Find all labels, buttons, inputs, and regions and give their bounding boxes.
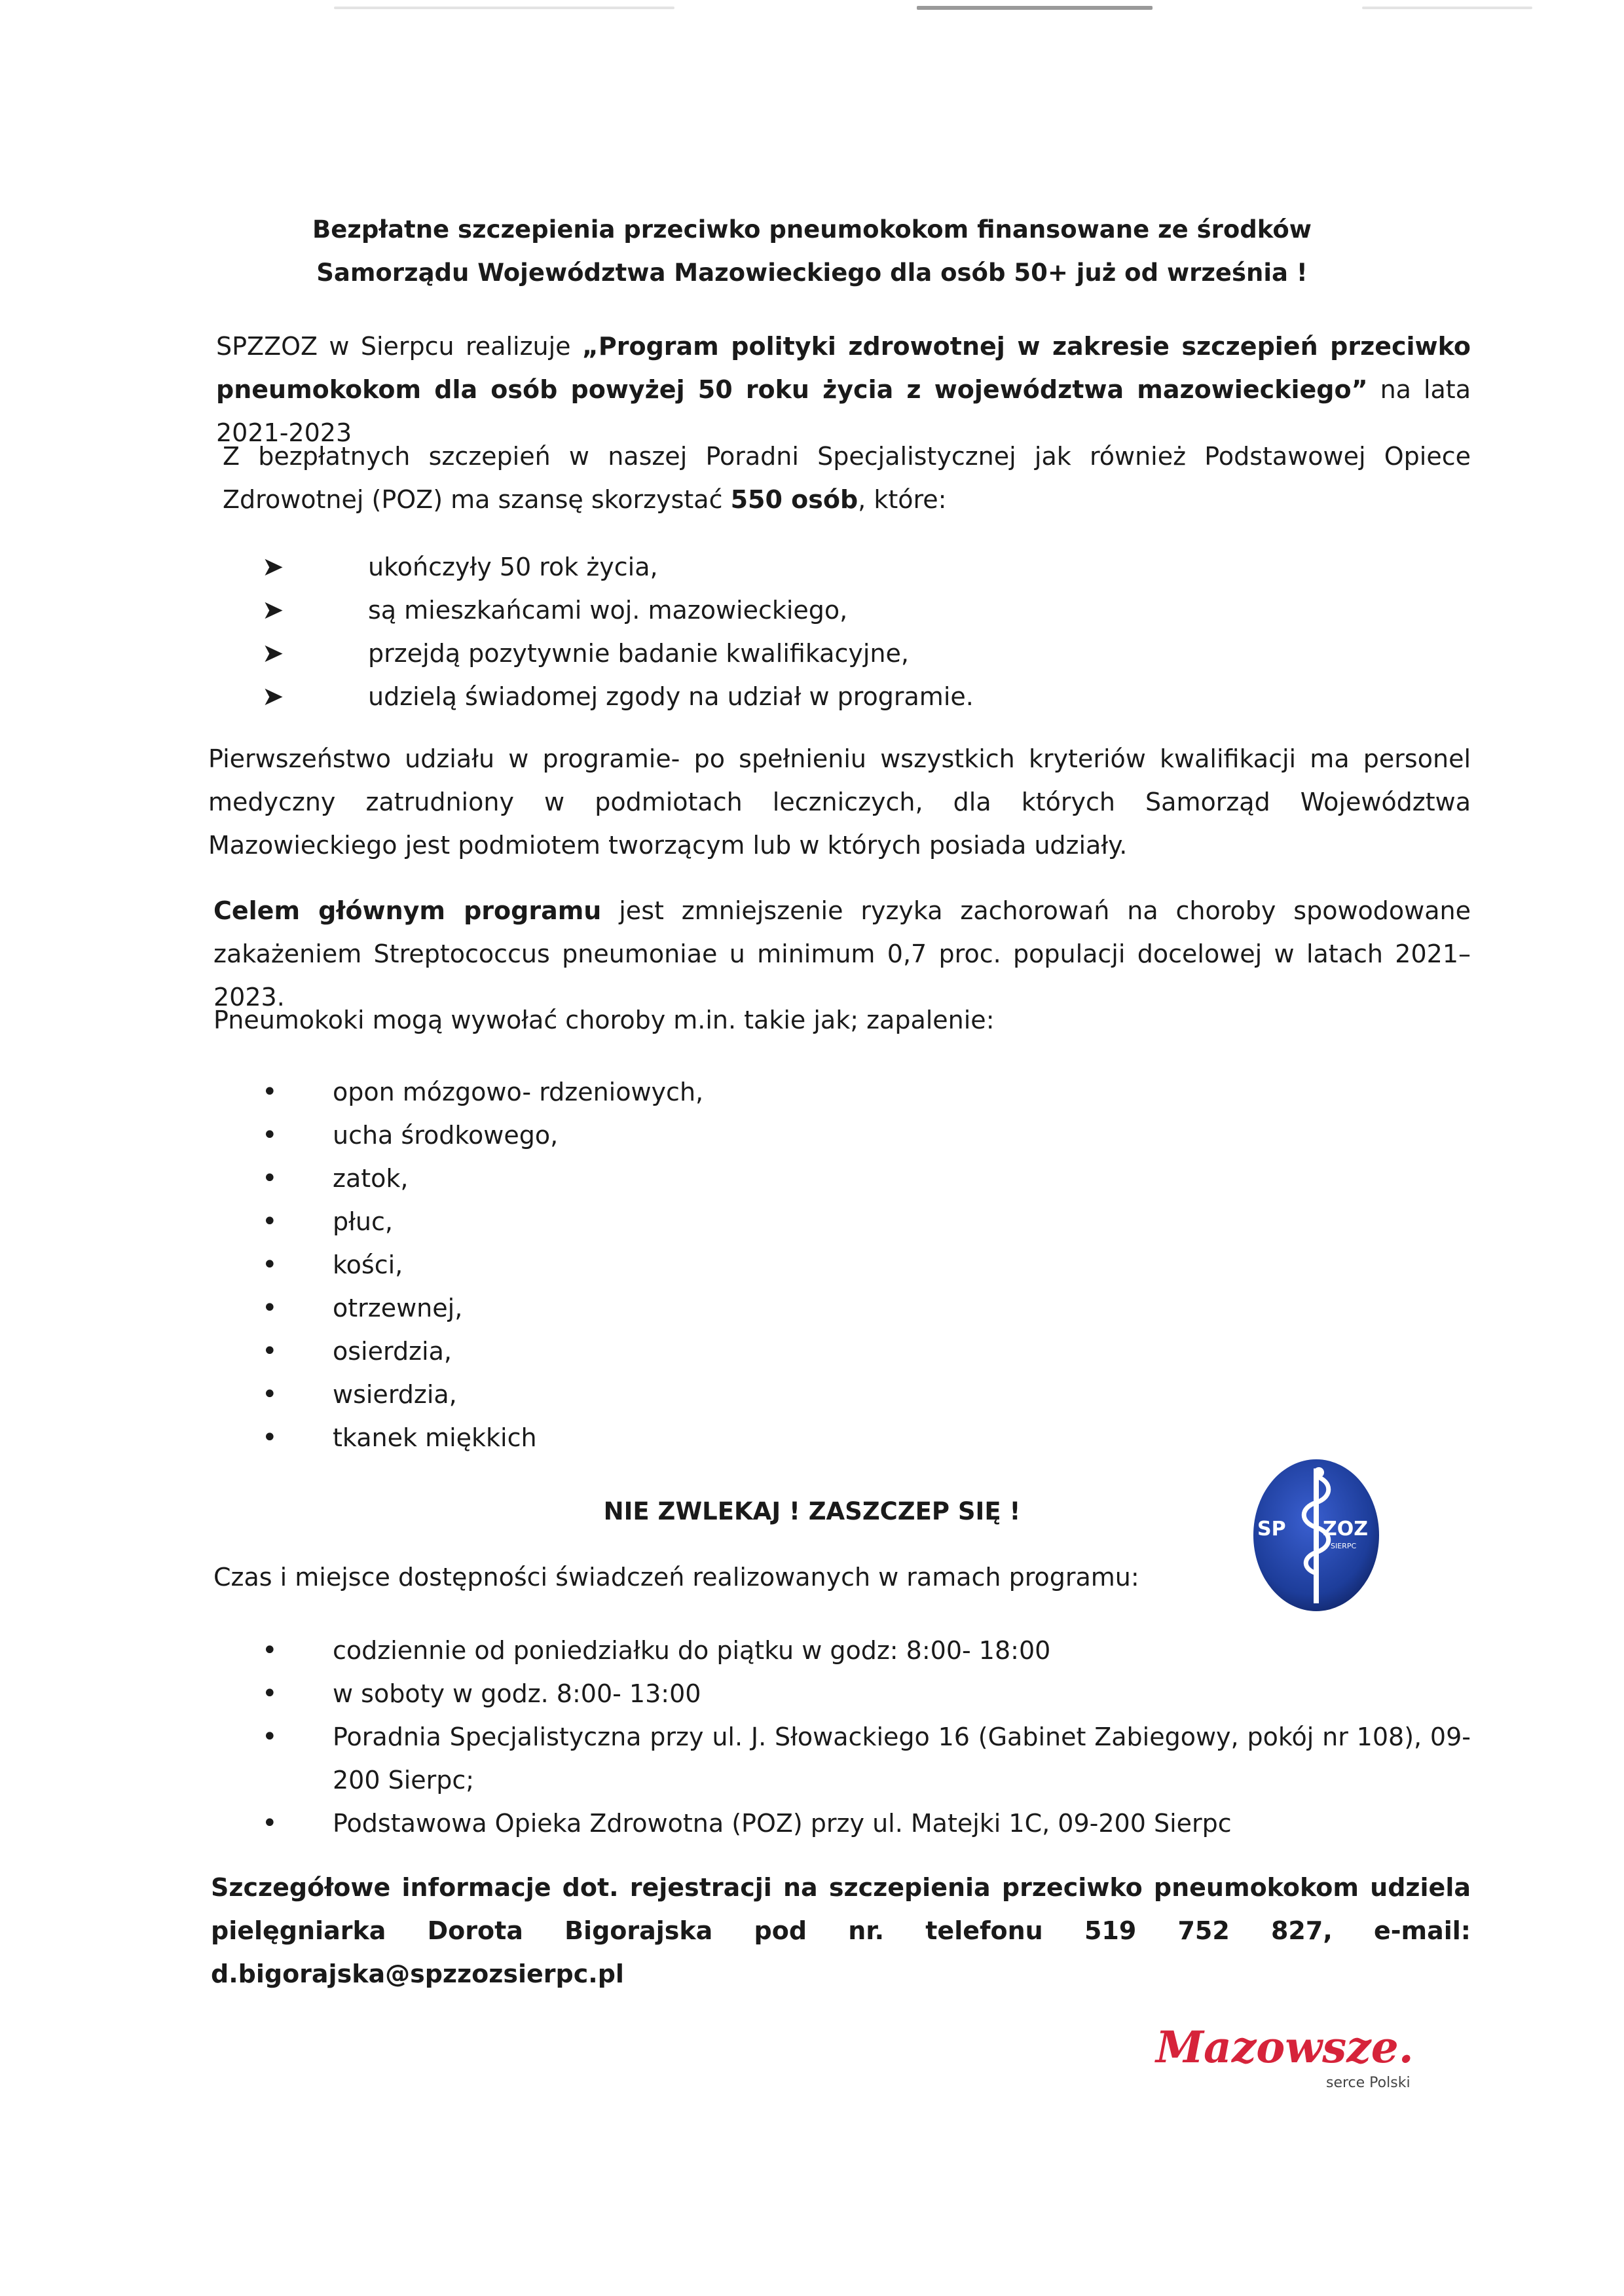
list-item: ➤ przejdą pozytywnie badanie kwalifikacyjne, xyxy=(262,632,1441,675)
availability-intro: Czas i miejsce dostępności świadczeń realizowanych w ramach programu: xyxy=(213,1563,1139,1592)
eligibility-count: 550 osób xyxy=(730,485,858,514)
bullet-icon: • xyxy=(262,1336,278,1366)
eligibility-tail: , które: xyxy=(858,485,947,514)
arrowhead-icon: ➤ xyxy=(262,595,284,625)
availability-list xyxy=(262,1629,1471,1845)
bullet-icon: • xyxy=(262,1379,278,1410)
list-item: • osierdzia, xyxy=(262,1330,1179,1373)
eligibility-lead: Z bezpłatnych szczepień w naszej Poradni Specjalistycznej jak również Podstawowej Opiece Zdrowotnej (POZ) ma szansę skorzystać xyxy=(223,442,1471,514)
list-item: • zatok, xyxy=(262,1157,1179,1200)
arrowhead-icon: ➤ xyxy=(262,682,284,712)
mazowsze-tagline: serce Polski xyxy=(1326,2075,1411,2091)
bullet-icon: • xyxy=(262,1808,278,1838)
list-item: • Poradnia Specjalistyczna przy ul. J. Słowackiego 16 (Gabinet Zabiegowy, pokój nr 108), 09-200 Sierpc; xyxy=(262,1715,1471,1802)
bullet-icon: • xyxy=(262,1679,278,1709)
spzoz-logo xyxy=(1251,1457,1382,1614)
bullet-icon: • xyxy=(262,1635,278,1666)
slogan: NIE ZWLEKAJ ! ZASZCZEP SIĘ ! xyxy=(603,1497,1021,1525)
goal-label: Celem głównym programu xyxy=(213,896,602,925)
criteria-list xyxy=(262,545,1441,718)
intro-lead: SPZZOZ w Sierpcu realizuje xyxy=(216,332,582,361)
spzoz-logo-small: SIERPC xyxy=(1331,1542,1357,1550)
diseases-list xyxy=(262,1070,1179,1459)
list-item: • opon mózgowo- rdzeniowych, xyxy=(262,1070,1179,1114)
intro-tail: na lata 2021-2023 xyxy=(216,375,1471,447)
title-line-2: Samorządu Województwa Mazowieckiego dla osób 50+ już od września ! xyxy=(316,259,1308,287)
bullet-icon: • xyxy=(262,1722,278,1752)
list-item: ➤ udzielą świadomej zgody na udział w programie. xyxy=(262,675,1441,718)
list-item: ➤ ukończyły 50 rok życia, xyxy=(262,545,1441,589)
title-line-1: Bezpłatne szczepienia przeciwko pneumokokom finansowane ze środków xyxy=(312,215,1312,244)
mazowsze-wordmark: Mazowsze. xyxy=(1156,2022,1414,2073)
priority-paragraph: Pierwszeństwo udziału w programie- po spełnieniu wszystkich kryteriów kwalifikacji ma personel medyczny zatrudniony w podmiotach leczniczych, dla których Samorząd Województwa Mazowieckiego jest podmiotem tworzącym lub w których posiada udziały. xyxy=(208,744,1471,860)
bullet-icon: • xyxy=(262,1120,278,1150)
bullet-icon: • xyxy=(262,1423,278,1453)
eligibility-paragraph xyxy=(223,435,1471,521)
bullet-icon: • xyxy=(262,1207,278,1237)
list-item: • kości, xyxy=(262,1243,1179,1286)
list-item: • płuc, xyxy=(262,1200,1179,1243)
diseases-intro: Pneumokoki mogą wywołać choroby m.in. takie jak; zapalenie: xyxy=(213,1006,995,1034)
list-item: • otrzewnej, xyxy=(262,1286,1179,1330)
scan-artifact xyxy=(917,6,1153,10)
spzoz-logo-right: ZOZ xyxy=(1323,1518,1369,1540)
bullet-icon: • xyxy=(262,1250,278,1280)
spzoz-logo-left: SP xyxy=(1257,1518,1286,1540)
arrowhead-icon: ➤ xyxy=(262,638,284,668)
list-item: • codziennie od poniedziałku do piątku w godz: 8:00- 18:00 xyxy=(262,1629,1471,1672)
scan-artifact xyxy=(1362,7,1532,9)
bullet-icon: • xyxy=(262,1077,278,1107)
list-item: ➤ są mieszkańcami woj. mazowieckiego, xyxy=(262,589,1441,632)
program-name: „Program polityki zdrowotnej w zakresie szczepień przeciwko pneumokokom dla osób powyżej 50 roku życia z województwa mazowieckiego” xyxy=(216,332,1471,404)
contact-paragraph: Szczegółowe informacje dot. rejestracji na szczepienia przeciwko pneumokokom udziela pielęgniarka Dorota Bigorajska pod nr. telefonu 519 752 827, e-mail: d.bigorajska@spzzozsierpc.pl xyxy=(211,1873,1471,1988)
list-item: • tkanek miękkich xyxy=(262,1416,1179,1459)
list-item: • w soboty w godz. 8:00- 13:00 xyxy=(262,1672,1471,1715)
goal-text: jest zmniejszenie ryzyka zachorowań na choroby spowodowane zakażeniem Streptococcus pneumoniae u minimum 0,7 proc. populacji docelowej w latach 2021–2023. xyxy=(213,896,1471,1011)
bullet-icon: • xyxy=(262,1163,278,1194)
scan-artifact xyxy=(334,7,674,9)
list-item: • ucha środkowego, xyxy=(262,1114,1179,1157)
list-item: • Podstawowa Opieka Zdrowotna (POZ) przy ul. Matejki 1C, 09-200 Sierpc xyxy=(262,1802,1471,1845)
list-item: • wsierdzia, xyxy=(262,1373,1179,1416)
bullet-icon: • xyxy=(262,1293,278,1323)
mazowsze-logo xyxy=(1149,2016,1437,2095)
arrowhead-icon: ➤ xyxy=(262,552,284,582)
document-title xyxy=(216,208,1408,295)
